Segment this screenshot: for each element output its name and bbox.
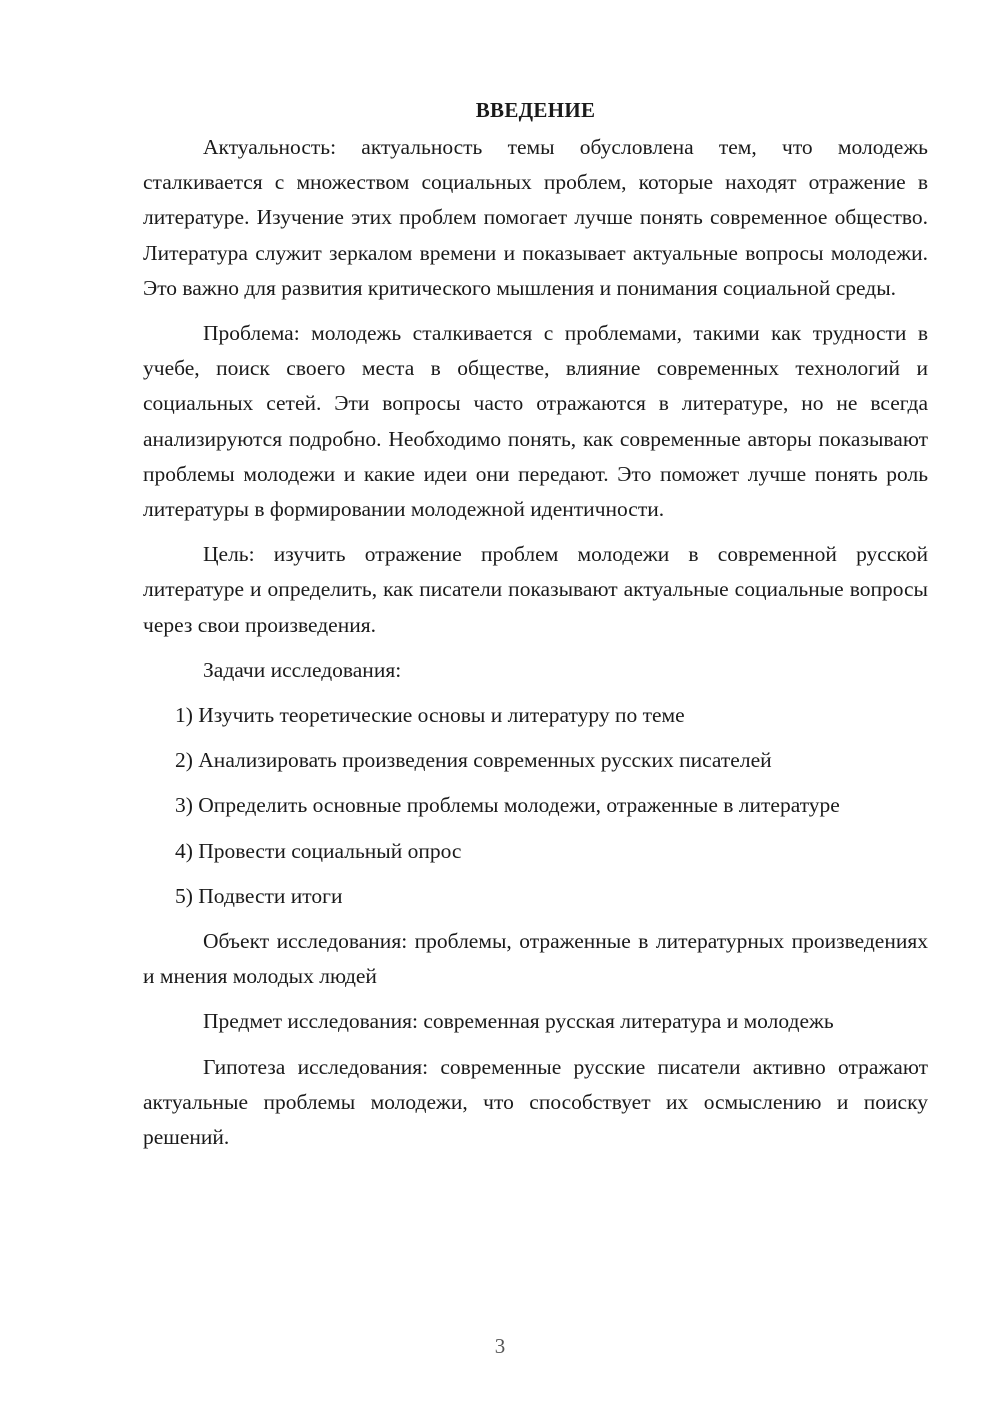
task-item-2: 2) Анализировать произведения современных русских писателей [175,748,772,773]
page-number: 3 [494,1334,506,1358]
document-page [143,92,928,1165]
tasks-heading: Задачи исследования: [203,657,402,682]
task-item-3: 3) Определить основные проблемы молодежи, отраженные в литературе [175,793,840,818]
paragraph-problem: Проблема: молодежь сталкивается с проблемами, такими как трудности в учебе, поиск своего места в обществе, влияние современных технологий и социальных сетей. Эти вопросы часто отражаются в литературе, но не всегда анализируются подробно. Необходимо понять, как современные авторы показывают проблемы молодежи и какие идеи они передают. Это поможет лучше понять роль литературы в формировании молодежной идентичности. [143,321,928,522]
paragraph-relevance: Актуальность: актуальность темы обусловлена тем, что молодежь сталкивается с множеством социальных проблем, которые находят отражение в литературе. Изучение этих проблем помогает лучше понять современное общество. Литература служит зеркалом времени и показывает актуальные вопросы молодежи. Это важно для развития критического мышления и понимания социальной среды. [143,135,928,300]
paragraph-object: Объект исследования: проблемы, отраженные в литературных произведениях и мнения молодых людей [143,929,928,989]
paragraph-goal: Цель: изучить отражение проблем молодежи в современной русской литературе и определить, как писатели показывают актуальные социальные вопросы через свои произведения. [143,542,928,637]
task-item-5: 5) Подвести итоги [175,883,343,908]
task-item-4: 4) Провести социальный опрос [175,838,462,863]
paragraph-hypothesis: Гипотеза исследования: современные русские писатели активно отражают актуальные проблемы молодежи, что способствует их осмыслению и поиску решений. [143,1054,928,1150]
paragraph-subject: Предмет исследования: современная русская литература и молодежь [203,1009,834,1034]
task-item-1: 1) Изучить теоретические основы и литературу по теме [175,703,685,728]
section-title: ВВЕДЕНИЕ [475,98,596,122]
